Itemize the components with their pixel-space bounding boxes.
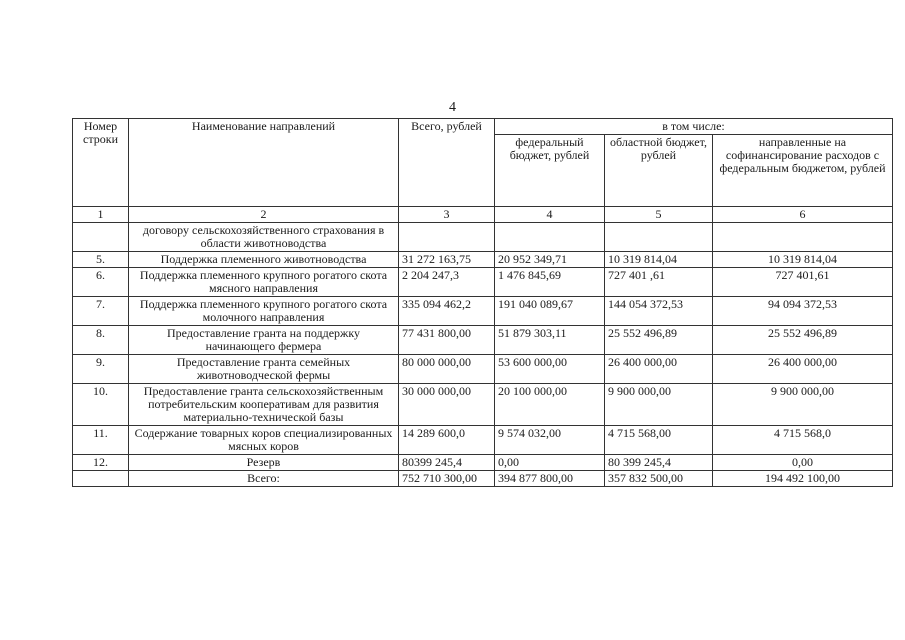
table-body (73, 223, 893, 471)
page-number: 4 (449, 100, 456, 115)
total-amount (399, 223, 495, 252)
federal-amount: 53 600 000,00 (495, 355, 605, 384)
table-row (73, 223, 893, 252)
header-row-number: Номер строки (73, 119, 129, 207)
federal-amount: 20 952 349,71 (495, 252, 605, 268)
table-row (73, 384, 893, 426)
header-name: Наименование направлений (129, 119, 399, 207)
direction-name: Предоставление гранта семейных животноводческой фермы (129, 355, 399, 384)
row-number: 6. (73, 268, 129, 297)
row-number: 7. (73, 297, 129, 326)
index-cell: 1 (73, 207, 129, 223)
table-header (73, 119, 893, 223)
federal-amount: 20 100 000,00 (495, 384, 605, 426)
budget-table (72, 118, 893, 487)
cofinance-amount: 9 900 000,00 (713, 384, 893, 426)
regional-amount: 144 054 372,53 (605, 297, 713, 326)
total-cofinance: 194 492 100,00 (713, 471, 893, 487)
federal-amount: 191 040 089,67 (495, 297, 605, 326)
total-label: Всего: (129, 471, 399, 487)
total-amount: 335 094 462,2 (399, 297, 495, 326)
direction-name: Содержание товарных коров специализированных мясных коров (129, 426, 399, 455)
table-row (73, 326, 893, 355)
total-amount: 2 204 247,3 (399, 268, 495, 297)
header-including: в том числе: (495, 119, 893, 135)
row-number (73, 223, 129, 252)
total-amount: 80 000 000,00 (399, 355, 495, 384)
total-regional: 357 832 500,00 (605, 471, 713, 487)
regional-amount: 4 715 568,00 (605, 426, 713, 455)
header-total: Всего, рублей (399, 119, 495, 207)
regional-amount (605, 223, 713, 252)
header-regional: областной бюджет, рублей (605, 135, 713, 207)
table-row (73, 355, 893, 384)
total-amount: 31 272 163,75 (399, 252, 495, 268)
total-amount: 77 431 800,00 (399, 326, 495, 355)
federal-amount: 51 879 303,11 (495, 326, 605, 355)
regional-amount: 25 552 496,89 (605, 326, 713, 355)
header-federal: федеральный бюджет, рублей (495, 135, 605, 207)
index-cell: 5 (605, 207, 713, 223)
table-row (73, 455, 893, 471)
header-cofinance: направленные на софинансирование расходов с федеральным бюджетом, рублей (713, 135, 893, 207)
federal-amount: 0,00 (495, 455, 605, 471)
table-row (73, 268, 893, 297)
table-row (73, 297, 893, 326)
federal-amount: 9 574 032,00 (495, 426, 605, 455)
total-amount: 14 289 600,0 (399, 426, 495, 455)
row-number: 5. (73, 252, 129, 268)
total-federal: 394 877 800,00 (495, 471, 605, 487)
index-cell: 6 (713, 207, 893, 223)
cofinance-amount: 4 715 568,0 (713, 426, 893, 455)
cofinance-amount: 25 552 496,89 (713, 326, 893, 355)
federal-amount (495, 223, 605, 252)
table-row (73, 252, 893, 268)
regional-amount: 10 319 814,04 (605, 252, 713, 268)
regional-amount: 727 401 ,61 (605, 268, 713, 297)
cofinance-amount: 10 319 814,04 (713, 252, 893, 268)
total-amount: 30 000 000,00 (399, 384, 495, 426)
row-number: 12. (73, 455, 129, 471)
index-cell: 3 (399, 207, 495, 223)
cofinance-amount: 0,00 (713, 455, 893, 471)
row-number: 10. (73, 384, 129, 426)
direction-name: Предоставление гранта сельскохозяйственным потребительским кооперативам для развития материально-технической базы (129, 384, 399, 426)
direction-name: Поддержка племенного крупного рогатого скота мясного направления (129, 268, 399, 297)
direction-name: Поддержка племенного крупного рогатого скота молочного направления (129, 297, 399, 326)
total-amount: 80399 245,4 (399, 455, 495, 471)
total-sum: 752 710 300,00 (399, 471, 495, 487)
index-cell: 2 (129, 207, 399, 223)
regional-amount: 9 900 000,00 (605, 384, 713, 426)
row-number: 8. (73, 326, 129, 355)
index-row (73, 207, 893, 223)
direction-name: Предоставление гранта на поддержку начинающего фермера (129, 326, 399, 355)
cofinance-amount: 727 401,61 (713, 268, 893, 297)
federal-amount: 1 476 845,69 (495, 268, 605, 297)
regional-amount: 26 400 000,00 (605, 355, 713, 384)
direction-name: Резерв (129, 455, 399, 471)
direction-name: Поддержка племенного животноводства (129, 252, 399, 268)
table-row (73, 426, 893, 455)
direction-name: договору сельскохозяйственного страхования в области животноводства (129, 223, 399, 252)
cofinance-amount: 94 094 372,53 (713, 297, 893, 326)
total-row (73, 471, 893, 487)
regional-amount: 80 399 245,4 (605, 455, 713, 471)
row-number: 9. (73, 355, 129, 384)
total-row-number (73, 471, 129, 487)
cofinance-amount: 26 400 000,00 (713, 355, 893, 384)
cofinance-amount (713, 223, 893, 252)
index-cell: 4 (495, 207, 605, 223)
row-number: 11. (73, 426, 129, 455)
